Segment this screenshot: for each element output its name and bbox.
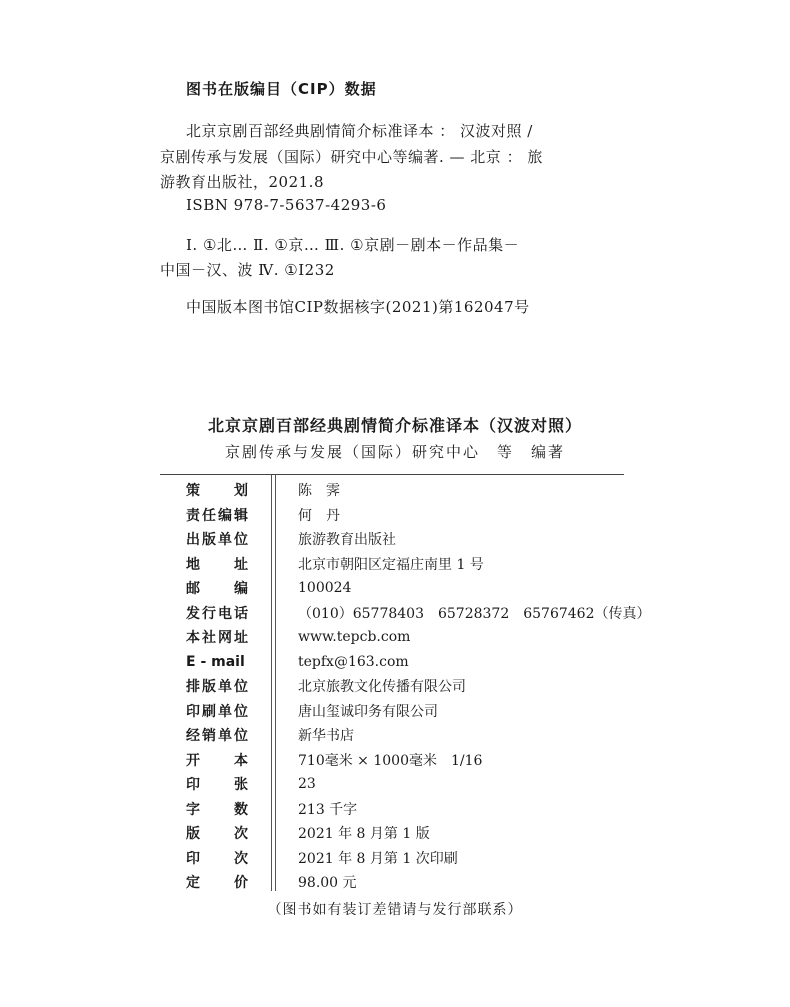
detail-value: 213 千字 <box>298 801 358 818</box>
detail-value: 新华书店 <box>298 728 354 744</box>
book-title: 北京京剧百部经典剧情简介标准译本（汉波对照） <box>207 416 582 435</box>
cip-classification-line: Ⅰ. ①北… Ⅱ. ①京… Ⅲ. ①京剧－剧本－作品集－ <box>186 236 520 254</box>
detail-row <box>186 699 626 723</box>
detail-label: 策 划 <box>186 483 248 499</box>
detail-row <box>186 576 626 600</box>
detail-label: 开 本 <box>186 752 248 769</box>
detail-label: 排 版 单 位 <box>186 679 248 695</box>
cip-heading: 图书在版编目（CIP）数据 <box>186 80 377 98</box>
detail-row <box>186 601 651 625</box>
detail-label: 印 次 <box>186 850 248 867</box>
cip-classification-line-2: 中国－汉、波 Ⅳ. ①I232 <box>160 261 335 279</box>
detail-row <box>186 650 626 674</box>
detail-label: 地 址 <box>186 556 248 573</box>
detail-value: tepfx@163.com <box>298 653 409 670</box>
detail-value: 100024 <box>298 580 352 596</box>
detail-label: 版 次 <box>186 826 248 842</box>
table-top-rule <box>160 474 624 475</box>
detail-value: www.tepcb.com <box>298 629 411 645</box>
detail-row <box>186 772 626 796</box>
cip-title-line: 北京京剧百部经典剧情简介标准译本 ： 汉波对照 / <box>186 122 533 140</box>
detail-row <box>186 723 626 747</box>
detail-value: 98.00 元 <box>298 875 357 891</box>
detail-row <box>186 503 626 527</box>
detail-label: 印 张 <box>186 777 248 793</box>
detail-label: 出 版 单 位 <box>186 532 248 548</box>
detail-value: 北京旅教文化传播有限公司 <box>298 679 466 695</box>
detail-row <box>186 797 626 821</box>
detail-row <box>186 821 626 845</box>
detail-value: 北京市朝阳区定福庄南里 1 号 <box>298 556 484 573</box>
detail-label: 字 数 <box>186 801 248 818</box>
cip-author-line: 京剧传承与发展（国际）研究中心等编著. — 北京 ： 旅 <box>160 148 543 166</box>
detail-row <box>186 625 626 649</box>
detail-value: （010）65778403 65728372 65767462（传真） <box>298 605 651 622</box>
cip-isbn: ISBN 978-7-5637-4293-6 <box>186 196 387 214</box>
detail-value: 唐山玺诚印务有限公司 <box>298 703 438 720</box>
detail-label: 经 销 单 位 <box>186 728 248 744</box>
detail-label: 发 行 电 话 <box>186 605 248 622</box>
detail-label: 定 价 <box>186 875 248 891</box>
detail-row <box>186 478 626 502</box>
detail-label: 邮 编 <box>186 581 248 597</box>
detail-label: E - mail <box>186 653 245 670</box>
detail-value: 何 丹 <box>298 507 340 524</box>
detail-value: 710毫米 × 1000毫米 1/16 <box>298 752 483 769</box>
cip-record-number: 中国版本图书馆CIP数据核字(2021)第162047号 <box>186 298 530 316</box>
detail-label: 本 社 网 址 <box>186 630 248 646</box>
detail-row <box>186 748 626 772</box>
detail-row <box>186 674 626 698</box>
detail-row <box>186 552 626 576</box>
footer-note: （图书如有装订差错请与发行部联系） <box>267 902 523 918</box>
book-authors: 京剧传承与发展（国际）研究中心 等 编著 <box>224 443 565 461</box>
detail-value: 2021 年 8 月第 1 版 <box>298 826 430 842</box>
detail-value: 23 <box>298 776 316 792</box>
detail-value: 2021 年 8 月第 1 次印刷 <box>298 850 458 867</box>
cip-publisher-line: 游教育出版社，2021.8 <box>160 173 324 191</box>
detail-value: 旅游教育出版社 <box>298 532 396 548</box>
detail-row <box>186 527 626 551</box>
detail-value: 陈 霁 <box>298 483 340 499</box>
detail-row <box>186 870 626 894</box>
detail-label: 责 任 编 辑 <box>186 507 248 524</box>
detail-label: 印 刷 单 位 <box>186 703 248 720</box>
detail-row <box>186 846 626 870</box>
